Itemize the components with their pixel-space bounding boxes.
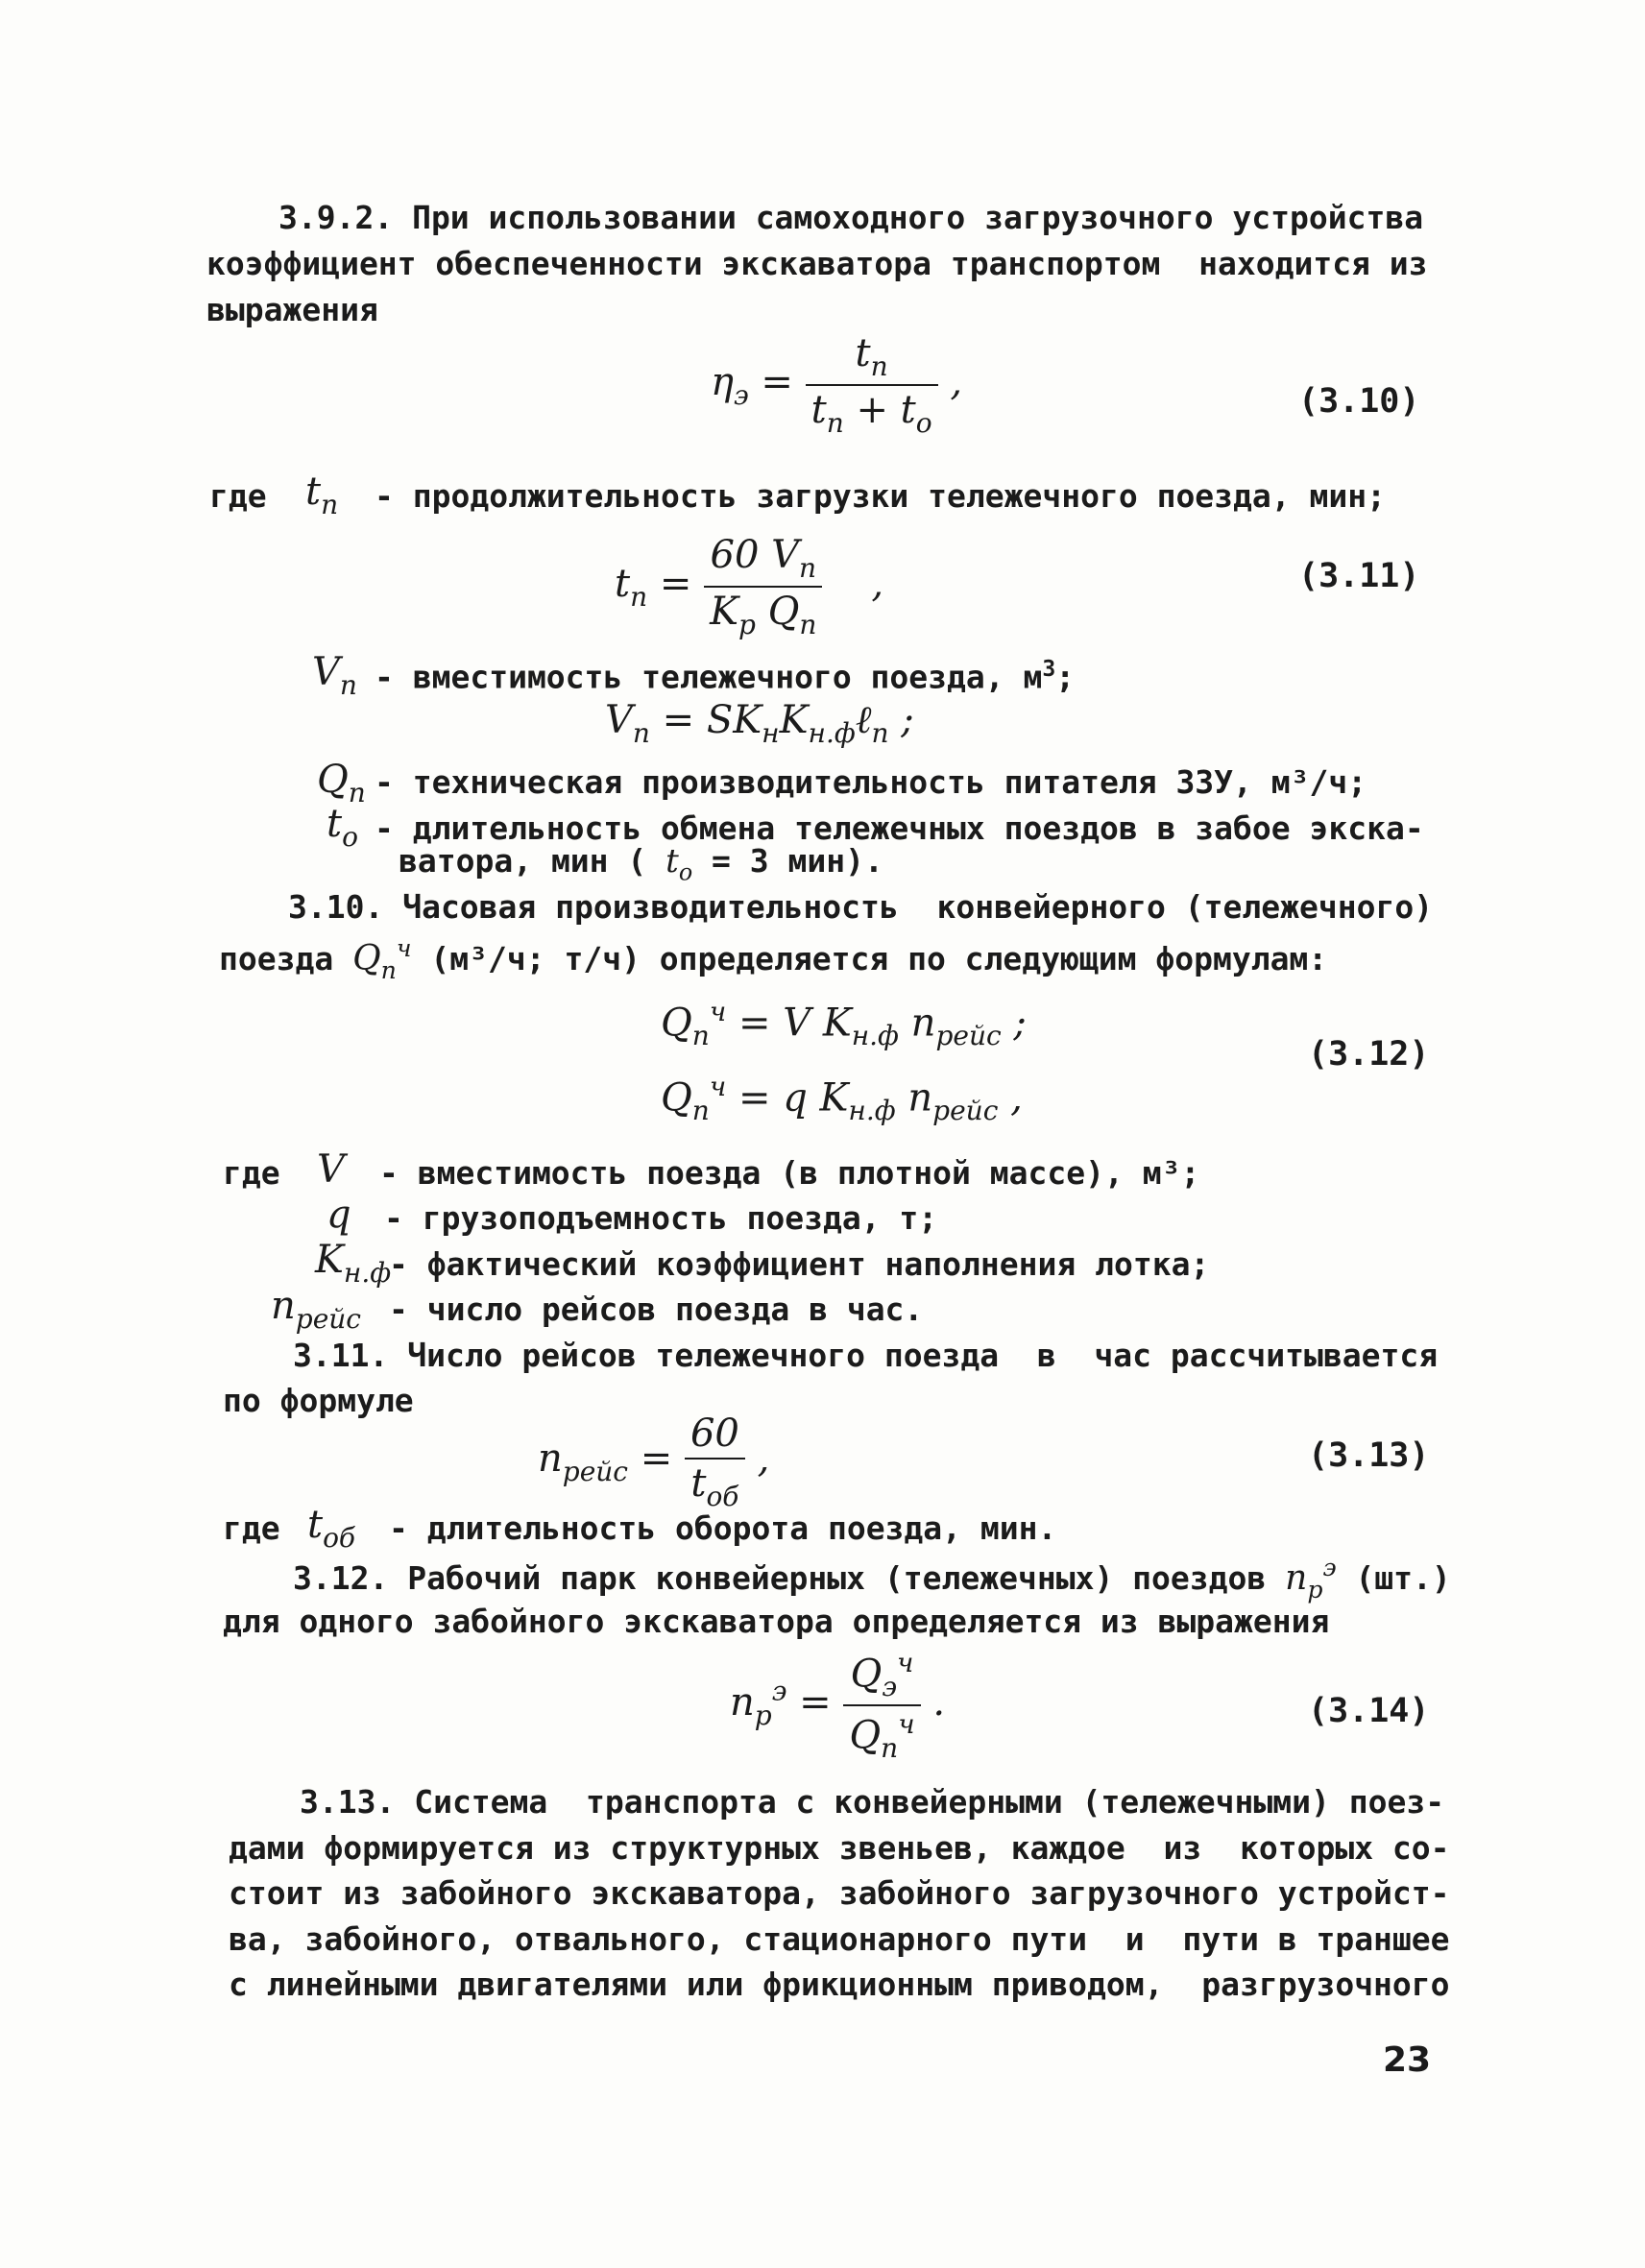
para-3-13-line-5: с линейными двигателями или фрикционным приводом, разгрузочного [229, 1966, 1450, 2003]
symbol-k-nf: $K_{н.ф}$ [315, 1238, 392, 1289]
formula-3-10: $\eta_э$ = $\frac{t_п}{t_п + t_о}$ , [711, 331, 963, 439]
para-3-10-line-2: поезда $Q_п^ч$ (м³/ч; т/ч) определяется по следующим формулам: [219, 934, 1328, 984]
definition-v: - вместимость поезда (в плотной массе), м³; [379, 1154, 1200, 1192]
equation-number-3-11: (3.11) [1298, 557, 1420, 595]
definition-q-n: - техническая производительность питателя ЗЗУ, м³/ч; [375, 763, 1367, 801]
para-3-12-line-1: 3.12. Рабочий парк конвейерных (тележечных) поездов $n_р^э$ (шт.) [293, 1554, 1451, 1604]
definition-t-0-line-1: - длительность обмена тележечных поездов в забое экска- [375, 809, 1424, 847]
formula-3-12-line-1: $Q_п^ч = V$ $K_{н.ф}$ $n_{рейс}$ ; [661, 996, 1027, 1052]
formula-3-12-line-2: $Q_п^ч = q$ $K_{н.ф}$ $n_{рейс}$ , [661, 1071, 1023, 1127]
para-3-10-line-1: 3.10. Часовая производительность конвейерного (тележечного) [288, 888, 1434, 926]
definition-q: - грузоподъемность поезда, т; [384, 1199, 938, 1237]
symbol-v: V [317, 1147, 345, 1192]
formula-v-n: $V_п$ = $SK_нK_{н.ф}\ell_п$ ; [605, 698, 914, 749]
para-3-9-2-line-3: выражения [206, 291, 378, 328]
formula-3-14: $n_р^э$ = $\frac{Q_э^ч}{Q_п^ч}$ . [730, 1647, 946, 1765]
formula-3-13: $n_{рейс}$ = $\frac{60}{t_{об}}$ , [538, 1411, 770, 1512]
where-label-3: где [223, 1509, 280, 1547]
para-3-13-line-3: стоит из забойного экскаватора, забойного загрузочного устройст- [229, 1874, 1450, 1912]
para-3-13-line-2: дами формируется из структурных звеньев, каждое из которых со- [229, 1829, 1450, 1867]
equation-number-3-10: (3.10) [1298, 382, 1420, 421]
para-3-9-2-line-1: 3.9.2. При использовании самоходного загрузочного устройства [278, 199, 1424, 236]
where-label-2: где [223, 1154, 280, 1192]
para-3-12-line-2: для одного забойного экскаватора определяется из выражения [223, 1603, 1330, 1640]
para-3-13-line-4: ва, забойного, отвального, стационарного пути и пути в траншее [229, 1920, 1450, 1958]
where-label-1: где [209, 477, 267, 515]
equation-number-3-12: (3.12) [1308, 1035, 1430, 1074]
equation-number-3-14: (3.14) [1308, 1692, 1430, 1730]
definition-t-0-line-2: ватора, мин ( $t_о = 3$ мин). [399, 842, 883, 886]
definition-v-n: - вместимость тележечного поезда, $м^3$; [375, 657, 1076, 696]
para-3-11-line-1: 3.11. Число рейсов тележечного поезда в час рассчитывается [293, 1337, 1439, 1374]
symbol-n-reis: $n_{рейс}$ [271, 1284, 361, 1335]
symbol-q: q [327, 1193, 351, 1237]
symbol-t-0: $t_о$ [327, 802, 358, 853]
symbol-v-n: $V_п$ [312, 650, 357, 701]
symbol-t-n: $t_п$ [305, 470, 339, 520]
para-3-9-2-line-2: коэффициент обеспеченности экскаватора транспортом находится из [206, 245, 1428, 282]
definition-t-ob: - длительность оборота поезда, мин. [389, 1509, 1057, 1547]
definition-k-nf: - фактический коэффициент наполнения лотка; [389, 1245, 1210, 1283]
definition-t-n: - продолжительность загрузки тележечного поезда, мин; [375, 477, 1386, 515]
symbol-q-n: $Q_п$ [317, 758, 366, 808]
para-3-13-line-1: 3.13. Система транспорта с конвейерными (тележечными) поез- [300, 1783, 1445, 1821]
formula-3-11: $t_п$ = $\frac{60 V_п}{K_р Q_п}$ , [615, 533, 884, 640]
symbol-t-ob: $t_{об}$ [307, 1503, 356, 1554]
para-3-11-line-2: по формуле [223, 1382, 414, 1419]
page-number: 23 [1383, 2040, 1432, 2080]
definition-n-reis: - число рейсов поезда в час. [389, 1291, 924, 1328]
equation-number-3-13: (3.13) [1308, 1436, 1430, 1475]
